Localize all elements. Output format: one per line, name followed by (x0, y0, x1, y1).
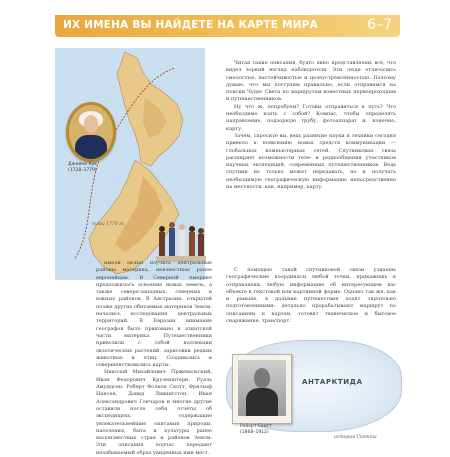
cook-portrait (66, 102, 116, 162)
scott-portrait (238, 360, 286, 416)
figure-3 (179, 224, 185, 256)
paragraph: Читая такие описания, будто явно представляешь всё, что видел зоркий взгляд наблюдателя. Эти люди отличались смелостью, настойчивостью и целеустремлённостью. Поэтому думаю, что мы поступим правильно, если отправимся на поиски Чудес Света по маршрутам известных первопроходцев и путешественников. (226, 60, 396, 103)
paragraph: Ну что ж, попробуем? Готовы отправиться в путь? Что необходимо взять с собой? Компас, чтобы определять направление, подзорную трубу, фотоаппарат и, конечно, карту. (226, 103, 396, 132)
paragraph: С помощью такой спутниковой связи узнаешь географические координаты любой точки, прикажешь и отправляешь любую информацию об интересующем вас объекте в текстовой или картинной форме. Однако так же, как и раньше, в дальние путешествия ходят тщательно подготовленными: детально прорабатывают маршрут по описаниям и картам, готовят техническое и бытовое снаряжение, транспорт. (226, 267, 396, 325)
antarctica-label: АНТАРКТИДА (302, 378, 363, 386)
scott-caption-years: (1868–1912) (240, 430, 269, 435)
scott-head (254, 368, 270, 388)
cook-caption-years: (1728–1779) (68, 168, 97, 173)
paragraph: Николай Михайлович Пржевальский, Иван Федорович Крузенштерн, Руаль Амундсен, Роберт Фолкон Скотт, Фритьоф Нансен, Давид Ливингстон, Иван Александрович Гончаров и многие другие оставили после себя отчёты об экспедициях, содержащие увлекательнейшие описания природы, населения, быта и культуры ранее малоизвестных стран и районов Земли. Эти описания подчас передают незабываемый образ увиденных ими мест. (96, 369, 212, 456)
figure-1 (159, 226, 165, 256)
figure-5 (198, 228, 204, 256)
figure-2 (169, 222, 175, 256)
cook-caption (68, 162, 128, 174)
scott-caption-name: Роберт Скотт (240, 424, 272, 429)
paragraph: Зачем, спросите вы, ведь развитие науки и техники сегодня привело к появлению новых средств коммуникации — глобальных компьютерных сетей. Спутниковая связь расширяет возможности теле- и радиообщения участников научных экспедиций, современных путешественников. Ведь спутник не только может передавать, но и получать необходимую географическую информацию непосредственно на местности, как, например, карту. (226, 132, 396, 191)
page-header (55, 15, 400, 37)
scott-caption (240, 424, 290, 436)
figure-4 (189, 226, 195, 256)
cook-coat (75, 135, 107, 162)
page-number: 6–7 (367, 17, 392, 33)
cook-face (84, 115, 98, 133)
paragraph: имели целью изучить центральные районы материка, неизвестные ранее европейцам. В Северной Америке продолжилось освоение новых земель, а также северо-западных, северных и южных районов. В Австралии, открытой позже других обитаемых материков Земли, начались исследования центральных территорий. В Евразии внимание географов было приковано к азиатской части материка. Путешественники привозили с собой коллекции экзотических растений, зарисовки редких животных и птиц. Создавались и совершенствовались карты. (96, 260, 212, 369)
cook-caption-name: Джеймс Кук (68, 162, 98, 167)
page-title: ИХ ИМЕНА ВЫ НАЙДЕТЕ НА КАРТЕ МИРА (63, 19, 318, 31)
scott-body (246, 388, 278, 416)
text-column-right-lower (226, 267, 396, 325)
route-label: пути 1770 гг. (92, 222, 125, 227)
scott-portrait-frame (232, 354, 292, 424)
scott-route-label: история Скотта (334, 435, 377, 440)
text-column-right (226, 60, 396, 191)
text-column-left (96, 260, 212, 457)
